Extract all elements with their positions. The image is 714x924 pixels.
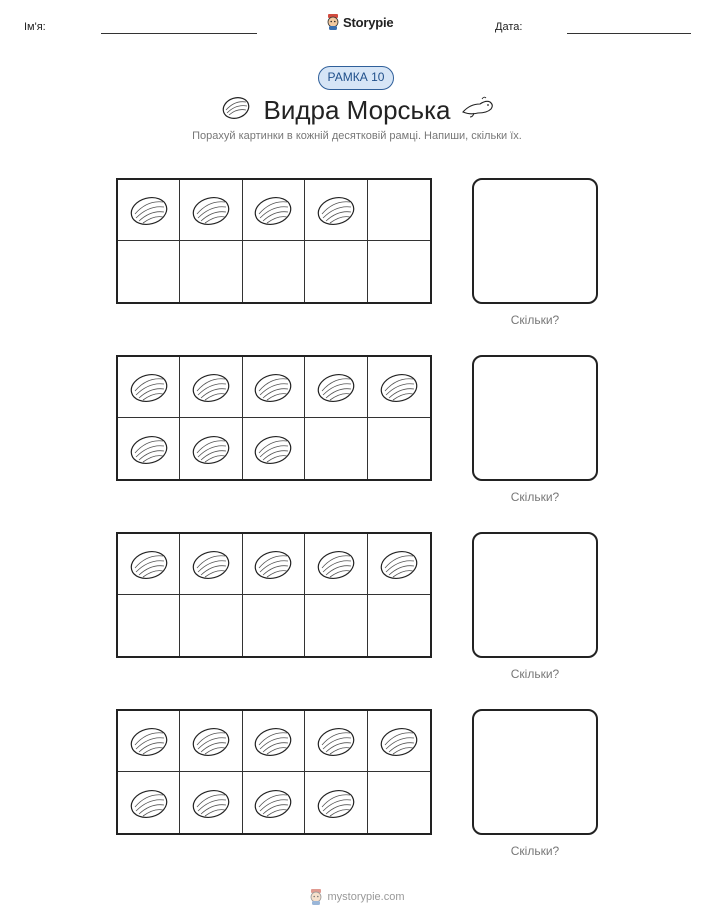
clam-shell-icon (128, 723, 170, 759)
frame-cell (180, 772, 242, 833)
clam-shell-icon (252, 192, 294, 228)
frame-cell (118, 595, 180, 656)
frame-cell (118, 711, 180, 772)
frame-cell (243, 772, 305, 833)
frame-cell (243, 595, 305, 656)
frame-cell (368, 180, 430, 241)
answer-box[interactable] (472, 532, 598, 658)
frame-cell (305, 534, 367, 595)
page-title: Видра Морська (263, 95, 451, 125)
frame-cell (180, 711, 242, 772)
frame-cell (243, 711, 305, 772)
clam-shell-icon (315, 546, 357, 582)
frame-cell (305, 772, 367, 833)
frame-cell (118, 357, 180, 418)
clam-shell-icon (190, 785, 232, 821)
name-line[interactable] (101, 33, 257, 34)
frame-cell (305, 357, 367, 418)
frame-cell (368, 241, 430, 302)
clam-shell-icon (315, 723, 357, 759)
clam-shell-icon (252, 723, 294, 759)
frame-cell (243, 418, 305, 479)
frame-cell (180, 418, 242, 479)
date-line[interactable] (567, 33, 691, 34)
logo-text: Storypie (343, 14, 394, 30)
frame-cell (368, 534, 430, 595)
clam-shell-icon (128, 431, 170, 467)
frame-cell (305, 595, 367, 656)
how-many-label: Скільки? (510, 313, 560, 327)
frame-cell (368, 711, 430, 772)
frame-cell (305, 180, 367, 241)
frame-cell (180, 357, 242, 418)
answer-box[interactable] (472, 709, 598, 835)
frame-cell (368, 772, 430, 833)
clam-shell-icon (128, 785, 170, 821)
clam-shell-icon (128, 546, 170, 582)
frame-cell (368, 418, 430, 479)
frame-cell (118, 534, 180, 595)
clam-shell-icon (190, 192, 232, 228)
clam-shell-icon (378, 723, 420, 759)
date-label: Дата: (495, 21, 523, 33)
storypie-mascot-icon (326, 13, 340, 31)
frame-cell (368, 595, 430, 656)
footer-url[interactable]: mystorypie.com (327, 891, 405, 903)
frame-cell (180, 534, 242, 595)
ten-frame (116, 355, 432, 481)
clam-shell-icon (252, 785, 294, 821)
frame-type-badge: РАМКА 10 (318, 66, 394, 90)
how-many-label: Скільки? (510, 844, 560, 858)
instructions: Порахуй картинки в кожній десятковій рамці. Напиши, скільки їх. (192, 130, 522, 142)
frame-cell (243, 534, 305, 595)
clam-shell-icon (190, 369, 232, 405)
ten-frame (116, 178, 432, 304)
clam-shell-icon (252, 431, 294, 467)
clam-shell-icon (315, 369, 357, 405)
clam-shell-icon (252, 369, 294, 405)
storypie-mascot-icon (309, 888, 323, 906)
frame-cell (305, 711, 367, 772)
frame-cell (118, 180, 180, 241)
clam-shell-icon (190, 723, 232, 759)
frame-cell (118, 241, 180, 302)
footer (0, 888, 714, 906)
answer-box[interactable] (472, 355, 598, 481)
clam-shell-icon (190, 546, 232, 582)
ten-frame (116, 532, 432, 658)
frame-cell (180, 180, 242, 241)
sea-otter-icon (460, 92, 496, 120)
frame-cell (305, 241, 367, 302)
how-many-label: Скільки? (510, 667, 560, 681)
frame-cell (243, 241, 305, 302)
frame-cell (118, 772, 180, 833)
logo (326, 13, 393, 31)
frame-cell (243, 180, 305, 241)
frame-cell (243, 357, 305, 418)
clam-shell-icon (378, 369, 420, 405)
clam-shell-icon (190, 431, 232, 467)
clam-shell-icon (128, 369, 170, 405)
frame-cell (368, 357, 430, 418)
name-label: Ім'я: (24, 21, 46, 33)
answer-box[interactable] (472, 178, 598, 304)
frame-cell (305, 418, 367, 479)
clam-shell-icon (315, 785, 357, 821)
how-many-label: Скільки? (510, 490, 560, 504)
clam-shell-icon (378, 546, 420, 582)
clam-shell-icon (128, 192, 170, 228)
frame-cell (118, 418, 180, 479)
ten-frame (116, 709, 432, 835)
clam-shell-icon (315, 192, 357, 228)
clam-shell-icon (252, 546, 294, 582)
frame-cell (180, 241, 242, 302)
frame-cell (180, 595, 242, 656)
